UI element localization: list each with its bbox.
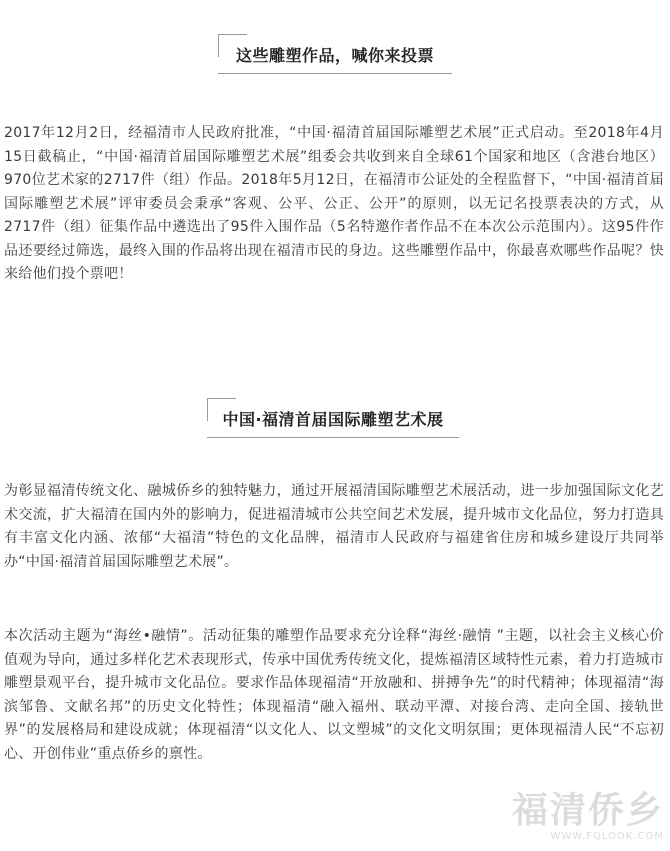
section-heading-exhibition [207,398,459,438]
site-watermark [512,791,664,843]
heading-frame-corner [207,398,236,421]
heading-frame-underline [218,73,452,74]
heading-frame-corner [218,34,247,57]
purpose-paragraph: 为彰显福清传统文化、融城侨乡的独特魅力，通过开展福清国际雕塑艺术展活动，进一步加强国际文化艺术交流，扩大福清在国内外的影响力，促进福清城市公共空间艺术发展，提升城市文化品位，努力打造具有丰富文化内涵、浓郁“大福清”特色的文化品牌，福清市人民政府与福建省住房和城乡建设厅共同举办“中国·福清首届国际雕塑艺术展”。 [4,483,664,570]
watermark-url: WWW.FQLOOK.COM [550,831,664,842]
theme-paragraph: 本次活动主题为“海丝•融情”。活动征集的雕塑作品要求充分诠释“海丝·融情 ”主题，以社会主义核心价值观为导向，通过多样化艺术表现形式，传承中国优秀传统文化，提炼福清区域特性元素，着力打造城市雕塑景观平台，提升城市文化品位。要求作品体现福清“开放融和、拼搏争先”的时代精神；体现福清“海滨邹鲁、文献名邦”的历史文化特性；体现福清“融入福州、联动平潭、对接台湾、走向全国、接轨世界”的发展格局和建设成就；体现福清“以文化人、以文塑城”的文化文明氛围；更体现福清人民“不忘初心、开创伟业”重点侨乡的禀性。 [4,628,664,762]
heading-title: 中国·福清首届国际雕塑艺术展 [222,409,444,429]
heading-title: 这些雕塑作品，喊你来投票 [235,45,434,65]
section-heading-vote [218,34,452,74]
heading-frame-underline [207,437,459,438]
watermark-brand: 福清侨乡 [511,790,664,831]
intro-paragraph: 2017年12月2日，经福清市人民政府批准，“中国·福清首届国际雕塑艺术展”正式启动。至2018年4月15日截稿止，“中国·福清首届国际雕塑艺术展”组委会共收到来自全球61个国家和地区（含港台地区）970位艺术家的2717件（组）作品。2018年5月12日，在福清市公证处的全程监督下，“中国·福清首届国际雕塑艺术展”评审委员会秉承“客观、公平、公正、公开”的原则，以无记名投票表决的方式，从2717件（组）征集作品中遴选出了95件入围作品（5名特邀作者作品不在本次公示范围内）。这95件作品还要经过筛选，最终入围的作品将出现在福清市民的身边。这些雕塑作品中，你最喜欢哪些作品呢？快来给他们投个票吧！ [4,125,664,282]
